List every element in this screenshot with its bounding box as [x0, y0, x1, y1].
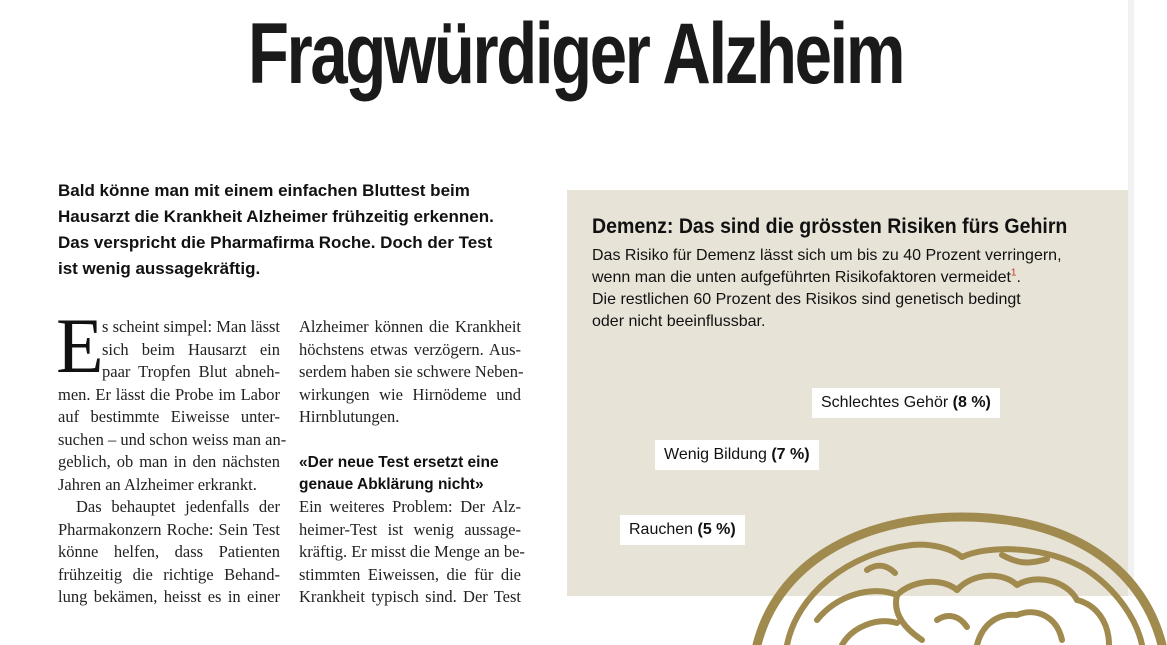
body-line: lung bekämen, heisst es in einer — [58, 587, 280, 606]
body-line: sich beim Hausarzt ein — [102, 339, 280, 359]
body-column-2 — [299, 316, 524, 429]
body-column-2-continued — [299, 496, 525, 609]
risk-name: Schlechtes Gehör — [821, 394, 949, 411]
body-line: höchstens etwas verzögern. Aus- — [299, 339, 521, 359]
infobox-line: Die restlichen 60 Prozent des Risikos sind genetisch bedingt — [592, 291, 1021, 308]
article-lead — [58, 178, 498, 282]
risk-name: Rauchen — [629, 521, 694, 538]
risk-value: (7 %) — [771, 446, 810, 463]
body-line: Alzheimer können die Krankheit — [299, 317, 521, 336]
body-line: men. Er lässt die Probe im Labor — [58, 384, 280, 404]
lead-line: Bald könne man mit einem einfachen Bluttest beim — [58, 181, 470, 200]
body-line: auf bestimmte Eiweisse unter- — [58, 407, 280, 426]
infobox-title: Demenz: Das sind die grössten Risiken fürs Gehirn — [592, 215, 1068, 238]
footnote-suffix: . — [1016, 269, 1021, 286]
body-line: könne helfen, dass Patienten — [58, 542, 280, 561]
pull-quote-line: genaue Abklärung nicht» — [299, 476, 484, 493]
body-line: suchen – und schon weiss man an- — [58, 429, 287, 449]
lead-line: Hausarzt die Krankheit Alzheimer frühzeitig erkennen. — [58, 207, 494, 226]
body-line: geblich, ob man in den nächsten — [58, 452, 280, 471]
risk-value: (5 %) — [697, 521, 736, 538]
body-line: Jahren an Alzheimer erkrankt. — [58, 474, 257, 494]
body-line: stimmten Eiweissen, die für die — [299, 564, 521, 584]
brain-icon — [747, 445, 1167, 645]
drop-cap: E — [56, 302, 104, 389]
body-line: heimer-Test ist wenig aussage- — [299, 519, 521, 539]
article-headline: Fragwürdiger Alzheim — [248, 6, 904, 102]
risk-label-hearing — [812, 388, 1000, 418]
infobox-panel — [567, 190, 1128, 596]
body-line: Krankheit typisch sind. Der Test — [299, 587, 521, 606]
body-line: serdem haben sie schwere Neben- — [299, 362, 524, 381]
body-line: kräftig. Er misst die Menge an be- — [299, 542, 525, 561]
body-line: s scheint simpel: Man lässt — [102, 317, 280, 336]
risk-value: (8 %) — [952, 394, 991, 411]
body-line: wirkungen wie Hirnödeme und — [299, 384, 521, 404]
infobox-line: oder nicht beeinflussbar. — [592, 313, 766, 330]
risk-label-smoking — [620, 515, 745, 545]
infobox-line: wenn man die unten aufgeführten Risikofaktoren vermeidet — [592, 269, 1011, 286]
body-line: frühzeitig die richtige Behand- — [58, 564, 280, 584]
pull-quote — [299, 452, 539, 496]
lead-line: Das verspricht die Pharmafirma Roche. Doch der Test — [58, 233, 493, 252]
headline-container — [0, 0, 1128, 110]
body-line: Pharmakonzern Roche: Sein Test — [58, 519, 280, 539]
footnote-marker: 1 — [1010, 267, 1017, 279]
risk-name: Wenig Bildung — [664, 446, 767, 463]
infobox-text — [592, 245, 1122, 333]
lead-line: ist wenig aussagekräftig. — [58, 259, 261, 278]
body-line: Hirnblutungen. — [299, 407, 400, 426]
body-line: Das behauptet jedenfalls der — [76, 497, 280, 516]
pull-quote-line: «Der neue Test ersetzt eine — [299, 454, 499, 471]
risk-label-education — [655, 440, 819, 470]
infobox-line: Das Risiko für Demenz lässt sich um bis zu 40 Prozent verringern, — [592, 247, 1062, 264]
infobox-line-with-footnote — [592, 267, 1122, 289]
body-line: Ein weiteres Problem: Der Alz- — [299, 497, 521, 516]
body-column-1 — [58, 316, 287, 609]
body-line: paar Tropfen Blut abneh- — [102, 362, 280, 381]
